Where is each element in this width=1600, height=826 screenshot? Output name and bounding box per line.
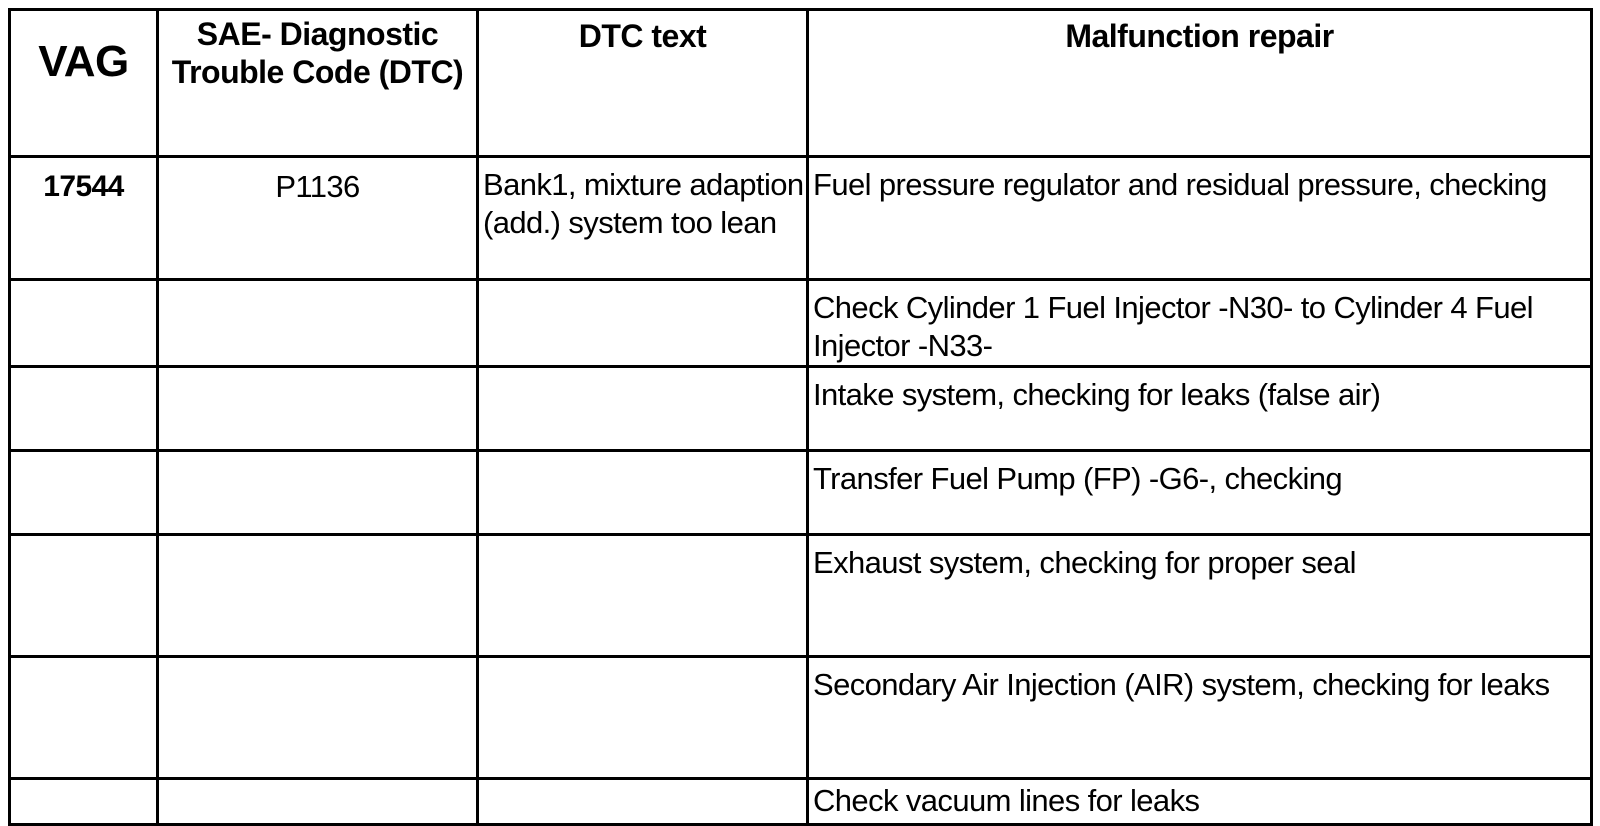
vag-code-cell xyxy=(10,657,158,779)
vag-code-cell: 17544 xyxy=(10,157,158,280)
sae-code-cell xyxy=(158,367,478,451)
repair-cell: Secondary Air Injection (AIR) system, checking for leaks xyxy=(808,657,1592,779)
vag-code-cell xyxy=(10,779,158,825)
header-row xyxy=(10,10,1592,157)
table-row xyxy=(10,779,1592,825)
sae-code-cell xyxy=(158,657,478,779)
vag-code-cell xyxy=(10,280,158,367)
table-row xyxy=(10,535,1592,657)
sae-code-cell xyxy=(158,779,478,825)
table-row xyxy=(10,657,1592,779)
table-row xyxy=(10,280,1592,367)
sae-code-cell xyxy=(158,451,478,535)
sae-code-cell: P1136 xyxy=(158,157,478,280)
dtc-text-cell xyxy=(478,280,808,367)
sae-code-cell xyxy=(158,280,478,367)
header-dtc-text: DTC text xyxy=(478,10,808,157)
dtc-text-cell xyxy=(478,657,808,779)
dtc-text-cell: Bank1, mixture adaption (add.) system too lean xyxy=(478,157,808,280)
vag-code-cell xyxy=(10,367,158,451)
dtc-text-cell xyxy=(478,535,808,657)
table-row xyxy=(10,157,1592,280)
repair-cell: Exhaust system, checking for proper seal xyxy=(808,535,1592,657)
repair-cell: Check Cylinder 1 Fuel Injector -N30- to Cylinder 4 Fuel Injector -N33- xyxy=(808,280,1592,367)
dtc-text-cell xyxy=(478,367,808,451)
vag-code-cell xyxy=(10,535,158,657)
table-row xyxy=(10,451,1592,535)
vag-code-cell xyxy=(10,451,158,535)
dtc-table xyxy=(8,8,1593,826)
header-vag: VAG xyxy=(10,10,158,157)
repair-cell: Transfer Fuel Pump (FP) -G6-, checking xyxy=(808,451,1592,535)
header-malfunction-repair: Malfunction repair xyxy=(808,10,1592,157)
dtc-text-cell xyxy=(478,451,808,535)
sae-code-cell xyxy=(158,535,478,657)
header-sae-dtc: SAE- Diagnostic Trouble Code (DTC) xyxy=(158,10,478,157)
repair-cell: Intake system, checking for leaks (false air) xyxy=(808,367,1592,451)
repair-cell: Check vacuum lines for leaks xyxy=(808,779,1592,825)
repair-cell: Fuel pressure regulator and residual pressure, checking xyxy=(808,157,1592,280)
table-row xyxy=(10,367,1592,451)
dtc-text-cell xyxy=(478,779,808,825)
